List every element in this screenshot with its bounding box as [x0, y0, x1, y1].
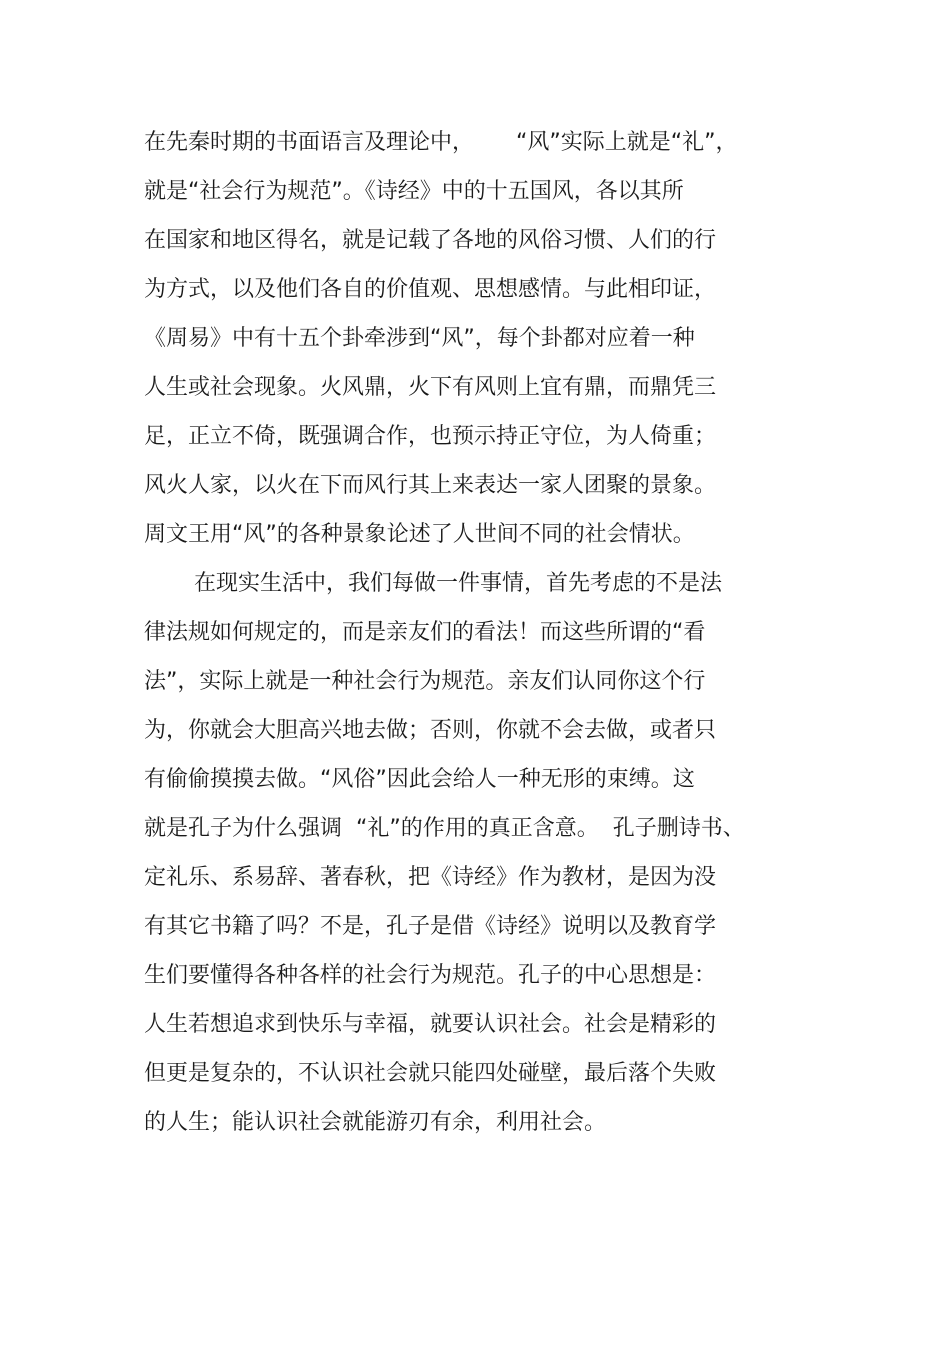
text-line-11: 律法规如何规定的，而是亲友们的看法！而这些所谓的“看 — [144, 620, 706, 645]
text-line-2: 就是“社会行为规范”。《诗经》中的十五国风，各以其所 — [144, 179, 684, 204]
text-line-5: 《周易》中有十五个卦牵涉到“风”，每个卦都对应着一种 — [144, 326, 695, 351]
text-line-1: 在先秦时期的书面语言及理论中， “风”实际上就是“礼”， — [144, 130, 738, 155]
text-line-7: 足，正立不倚，既强调合作，也预示持正守位，为人倚重； — [144, 424, 717, 449]
text-line-15: 就是孔子为什么强调 “礼”的作用的真正含意。 孔子删诗书、 — [144, 816, 745, 841]
text-line-3: 在国家和地区得名，就是记载了各地的风俗习惯、人们的行 — [144, 228, 717, 253]
text-line-18: 生们要懂得各种各样的社会行为规范。孔子的中心思想是： — [144, 963, 717, 988]
text-line-20: 但更是复杂的，不认识社会就只能四处碰壁，最后落个失败 — [144, 1061, 717, 1086]
text-line-10: 在现实生活中，我们每做一件事情，首先考虑的不是法 — [194, 571, 723, 596]
text-line-13: 为，你就会大胆高兴地去做；否则，你就不会去做，或者只 — [144, 718, 717, 743]
text-line-21: 的人生；能认识社会就能游刃有余，利用社会。 — [144, 1110, 607, 1135]
text-line-16: 定礼乐、系易辞、著春秋，把《诗经》作为教材，是因为没 — [144, 865, 717, 890]
text-line-8: 风火人家，以火在下而风行其上来表达一家人团聚的景象。 — [144, 473, 717, 498]
text-line-12: 法”，实际上就是一种社会行为规范。亲友们认同你这个行 — [144, 669, 706, 694]
text-line-19: 人生若想追求到快乐与幸福，就要认识社会。社会是精彩的 — [144, 1012, 717, 1037]
text-line-17: 有其它书籍了吗？不是，孔子是借《诗经》说明以及教育学 — [144, 914, 717, 939]
text-line-6: 人生或社会现象。火风鼎，火下有风则上宜有鼎，而鼎凭三 — [144, 375, 717, 400]
text-line-14: 有偷偷摸摸去做。“风俗”因此会给人一种无形的束缚。这 — [144, 767, 695, 792]
text-line-4: 为方式，以及他们各自的价值观、思想感情。与此相印证， — [144, 277, 717, 302]
text-line-9: 周文王用“风”的各种景象论述了人世间不同的社会情状。 — [144, 522, 695, 547]
body-text — [144, 118, 844, 1147]
